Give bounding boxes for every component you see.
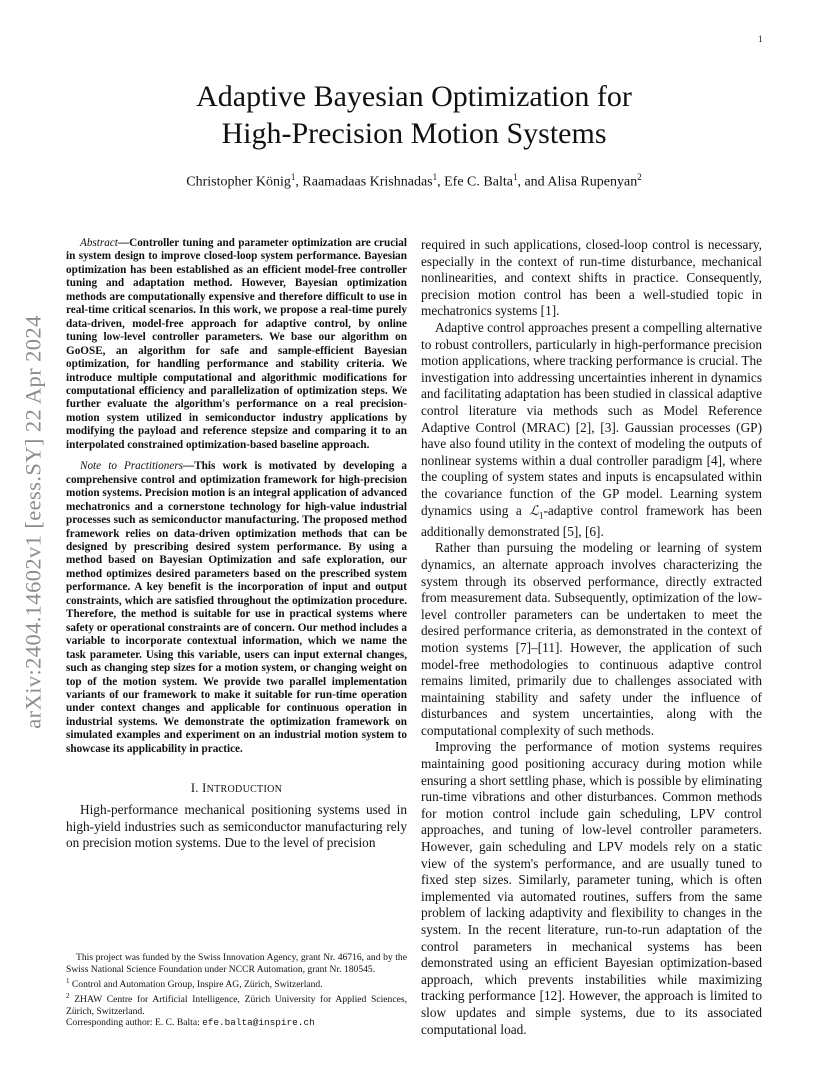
- note-label: Note to Practitioners: [80, 460, 184, 473]
- affiliation-footnote-1: [66, 976, 407, 991]
- page-number: 1: [758, 34, 763, 44]
- l1-math-subscript: 1: [538, 510, 544, 521]
- footnote-mark: 2: [66, 991, 70, 1000]
- footnotes: [66, 952, 407, 1029]
- author-name: Raamadaas Krishnadas: [302, 174, 433, 190]
- author-list: [100, 168, 728, 192]
- author-separator: , and: [517, 174, 548, 190]
- left-column: [66, 237, 407, 852]
- l1-math-symbol: ℒ: [529, 502, 539, 518]
- intro-paragraph-1-continued: required in such applications, closed-loop control is necessary, especially in the context of run-time disturbance, mechanical nonlinearities, and context shifts in practice. Consequently, precision motion control has been a well-studied topic in mechatronics systems [1].: [421, 237, 762, 319]
- corresponding-author-footnote: [66, 1017, 407, 1029]
- arxiv-identifier-stamp: [21, 282, 47, 762]
- paper-title: [100, 78, 728, 152]
- intro-paragraph-3: Rather than pursuing the modeling or learning of system dynamics, an alternate approach involves characterizing the system through its observed performance, directly extracted from measurement data. Subsequently, optimization of the low-level controller parameters can be undertaken to meet the desired performance criteria, as demonstrated in the context of motion systems [7]–[11]. However, the application of such model-free methodologies to continuous adaptive control remains limited, primarily due to challenges associated with maintaining stability and safety under the influence of disturbances and system uncertainties, along with the computational complexity of such methods.: [421, 540, 762, 738]
- abstract: [66, 237, 407, 452]
- section-numeral: I.: [190, 781, 199, 796]
- note-text: This work is motivated by developing a comprehensive control and optimization framework for high-precision motion systems. Precision motion is an integral application of advanced mechatronics and a cornerstone technology for high-value industrial processes such as semiconductor manufacturing. The proposed method framework relies on data-driven optimization methods that can be designed by prescribing desired system performance. By using a method based on Bayesian Optimization and safe exploration, our method optimizes desired parameters based on the prescribed system performance. A key benefit is the incorporation of input and output constraints, which are satisfied throughout the optimization procedure. Therefore, the method is suitable for use in practical systems where safety or operational constraints are of concern. Our method includes a variable to incorporate contextual information, which we name the task parameter. Using this variable, users can input external changes, such as changing step sizes for a motion system, or changing weight on top of the motion system. We provide two parallel implementation variants of our framework to make it suitable for run-time operation under context changes and applicable for continuous operation in industrial systems. We demonstrate the optimization framework on simulated examples and experiment on an industrial motion system to showcase its applicability in practice.: [66, 460, 407, 755]
- abstract-label: Abstract: [80, 237, 118, 249]
- intro-paragraph-4: Improving the performance of motion systems requires maintaining good positioning accuracy during motion while ensuring a short settling phase, which is possible by eliminating run-time vibrations and other disturbances. Common methods for motion control include gain scheduling, LPV control approaches, and tuning of low-level controller parameters. However, gain scheduling and LPV models rely on a static view of the system's performance, and are usually tuned to fixed step sizes. Similarly, parameter tuning, which is often implemented via automated routines, suffers from the same problem of lacking adaptivity and flexibility to changes in the system. In the recent literature, run-to-run adaptation of the control parameters in mechanical systems has been demonstrated using an efficient Bayesian optimization-based approach, which prevents instabilities while maximizing tracking performance [12]. However, the approach is limited to slow updates and simple systems, due to its associated computational load.: [421, 739, 762, 1037]
- author-affiliation-mark: 2: [637, 172, 642, 182]
- paragraph-2-text-b: -adaptive control framework has been additionally demonstrated [5], [6].: [421, 502, 762, 539]
- corresponding-author-label: Corresponding author: E. C. Balta:: [66, 1017, 203, 1029]
- right-column: [421, 237, 762, 1038]
- author-affiliation-mark: 1: [512, 172, 518, 182]
- intro-paragraph-2: [421, 320, 762, 540]
- author-name: Efe C. Balta: [444, 174, 513, 190]
- affiliation-footnote-2: [66, 991, 407, 1018]
- author-affiliation-mark: 1: [290, 172, 296, 182]
- author-name: Alisa Rupenyan: [547, 174, 638, 190]
- corresponding-author-email[interactable]: efe.balta@inspire.ch: [202, 1017, 315, 1029]
- abstract-dash: —: [117, 237, 130, 249]
- abstract-text: Controller tuning and parameter optimization are crucial in system design to improve closed-loop system performance. Bayesian optimization has been established as an efficient model-free controller tuning and adaptation method. However, Bayesian optimization methods are computationally expensive and therefore difficult to use in real-time critical scenarios. In this work, we propose a real-time purely data-driven, model-free approach for adaptive control, by online tuning low-level controller parameters. We base our algorithm on GoOSE, an algorithm for safe and sample-efficient Bayesian optimization, for handling performance and stability criteria. We introduce multiple computational and algorithmic modifications for computational efficiency and parallelization of optimization steps. We further evaluate the algorithm's performance on a real precision-motion system utilized in semiconductor industry applications by modifying the payload and reference stepsize and comparing it to an interpolated constrained optimization-based baseline approach.: [66, 237, 407, 451]
- author-separator: ,: [437, 174, 445, 190]
- arxiv-identifier-text: arXiv:2404.14602v1 [eess.SY] 22 Apr 2024: [21, 315, 46, 729]
- paper-title-line-1: Adaptive Bayesian Optimization for: [196, 80, 632, 113]
- author-name: Christopher König: [186, 174, 291, 190]
- section-heading-introduction: [66, 781, 407, 796]
- section-title-rest: NTRODUCTION: [206, 784, 283, 796]
- footnote-mark: 1: [66, 976, 70, 985]
- affiliation-1-text: Control and Automation Group, Inspire AG, Zürich, Switzerland.: [69, 978, 323, 990]
- author-affiliation-mark: 1: [432, 172, 438, 182]
- section-title-initial: I: [202, 781, 207, 796]
- paper-title-line-2: High-Precision Motion Systems: [221, 117, 607, 150]
- intro-paragraph-1: High-performance mechanical positioning systems used in high-yield industries such as semiconductor manufacturing rely on precision motion systems. Due to the level of precision: [66, 802, 407, 851]
- affiliation-2-text: ZHAW Centre for Artificial Intelligence, Zürich University for Applied Sciences, Zürich, Switzerland.: [66, 993, 407, 1017]
- note-to-practitioners: [66, 460, 407, 756]
- paragraph-2-text-a: Adaptive control approaches present a compelling alternative to robust controllers, particularly in high-performance precision motion applications, where tracking performance is crucial. The investigation into addressing uncertainties inherent in dynamics and facilitating adaptation has been studied in classical adaptive control literature via methods such as Model Reference Adaptive Control (MRAC) [2], [3]. Gaussian processes (GP) have also found utility in the context of modeling the outputs of nonlinear systems within a dual controller paradigm [4], where the coupling of system states and inputs is encapsulated within the covariance function of the GP model. Learning system dynamics using a: [421, 319, 762, 518]
- author-separator: ,: [295, 174, 303, 190]
- note-dash: —: [183, 460, 195, 473]
- funding-footnote: This project was funded by the Swiss Innovation Agency, grant Nr. 46716, and by the Swiss National Science Foundation under NCCR Automation, grant Nr. 180545.: [66, 952, 407, 975]
